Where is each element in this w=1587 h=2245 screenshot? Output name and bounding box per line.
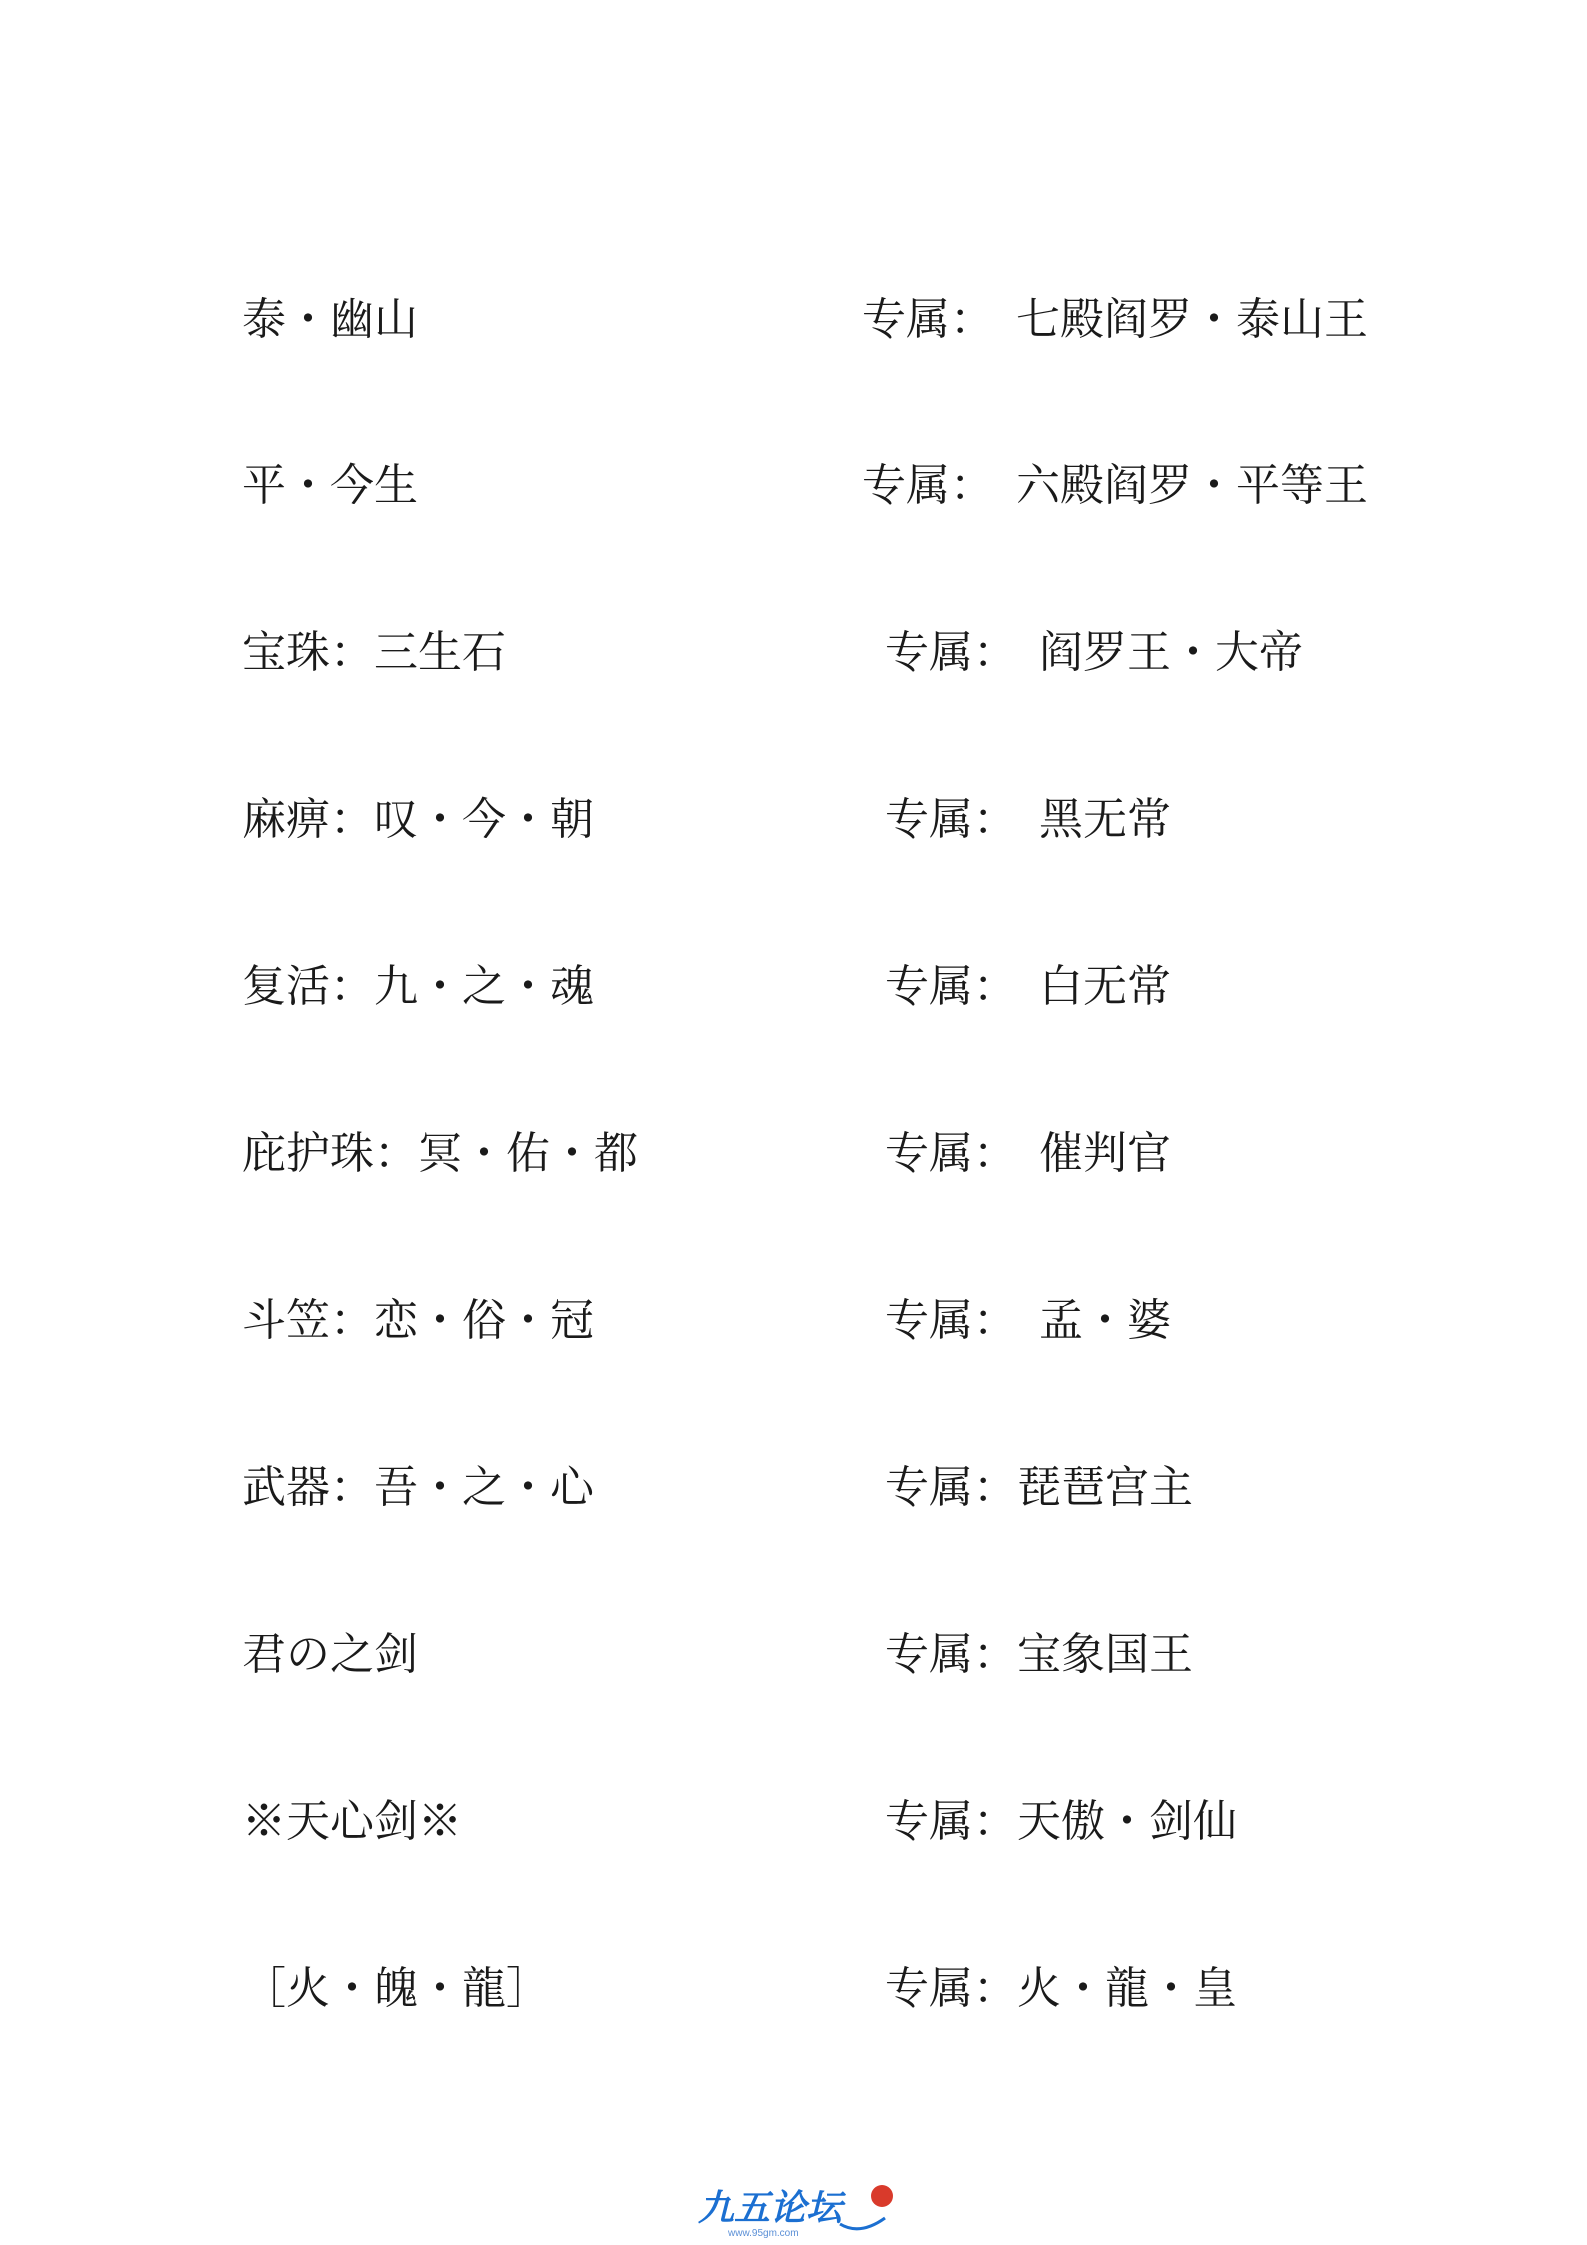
forum-logo	[690, 2180, 900, 2240]
item-name: 庇护珠：冥・佑・都	[242, 1128, 638, 1179]
item-name: 君の之剑	[242, 1629, 418, 1680]
item-owner: 专属： 孟・婆	[885, 1295, 1171, 1346]
logo-swoosh-icon	[840, 2218, 885, 2229]
item-owner: 专属：火・龍・皇	[885, 1963, 1237, 2014]
item-name: ［火・魄・龍］	[242, 1963, 550, 2014]
item-name: 泰・幽山	[242, 294, 418, 345]
item-name: 斗笠：恋・俗・冠	[242, 1295, 594, 1346]
item-owner: 专属： 六殿阎罗・平等王	[862, 460, 1368, 511]
item-owner: 专属：琵琶宫主	[885, 1462, 1193, 1513]
item-name: 宝珠：三生石	[242, 627, 506, 678]
item-owner: 专属： 白无常	[885, 961, 1171, 1012]
item-owner: 专属：宝象国王	[885, 1629, 1193, 1680]
item-name: ※天心剑※	[242, 1796, 462, 1847]
item-name: 平・今生	[242, 460, 418, 511]
item-owner: 专属： 七殿阎罗・泰山王	[862, 294, 1368, 345]
logo-seal-icon	[871, 2185, 893, 2207]
item-owner: 专属：天傲・剑仙	[885, 1796, 1237, 1847]
item-owner: 专属： 催判官	[885, 1128, 1171, 1179]
item-owner: 专属： 黑无常	[885, 794, 1171, 845]
item-name: 武器：吾・之・心	[242, 1462, 594, 1513]
logo-text: 九五论坛	[698, 2187, 843, 2228]
logo-subtext: www.95gm.com	[728, 2228, 799, 2239]
item-name: 麻痹：叹・今・朝	[242, 794, 594, 845]
item-name: 复活：九・之・魂	[242, 961, 594, 1012]
item-owner: 专属： 阎罗王・大帝	[885, 627, 1303, 678]
